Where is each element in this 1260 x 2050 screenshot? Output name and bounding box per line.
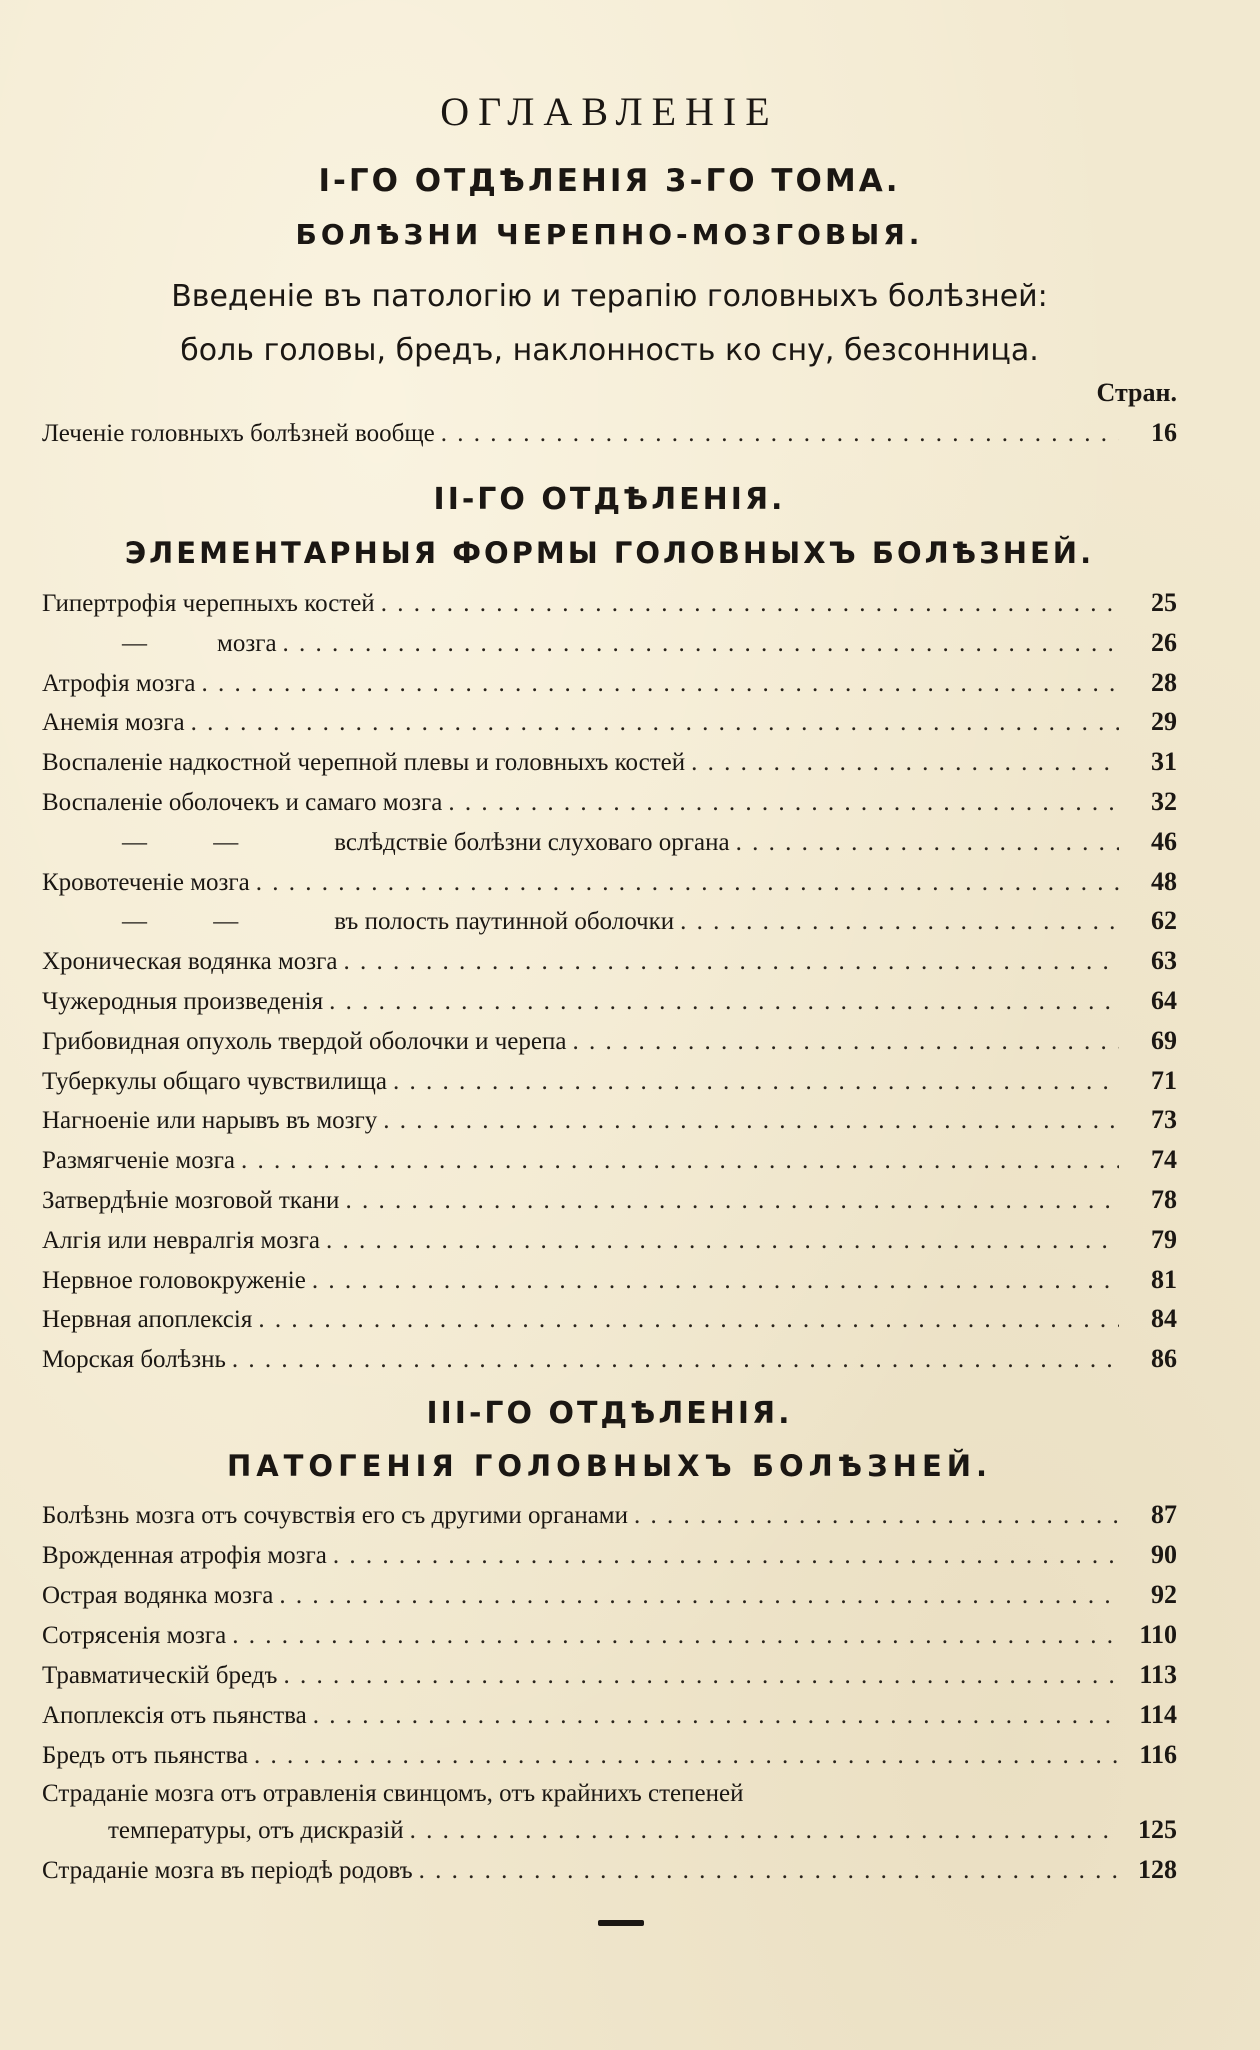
section3-subheading: ПАТОГЕНІЯ ГОЛОВНЫХЪ БОЛѢЗНЕЙ. [226,1449,993,1483]
toc-entry-title-wrap [42,590,375,618]
toc-entry-title-wrap [42,630,277,658]
toc-entry-title: Затвердѣніе мозговой ткани [42,1186,340,1214]
toc-entry [42,1265,1177,1305]
toc-entry-title: Апоплексія отъ пьянства [42,1702,307,1729]
toc-entry [42,1700,1177,1740]
toc-entry-title-wrap [42,709,185,737]
toc-entry-title-wrap [42,1742,248,1770]
leader-dots [343,948,1119,976]
leader-dots [329,988,1119,1016]
leader-dots [279,1582,1119,1610]
leader-dots [393,1068,1119,1096]
toc-entry-title-wrap [42,1107,377,1135]
leader-dots [381,590,1119,618]
toc-entry-page: 113 [1139,1660,1177,1689]
toc-entry [42,867,1177,907]
toc-entry-page: 128 [1138,1855,1177,1884]
leader-dots [201,670,1119,698]
toc-entry [42,906,1177,946]
toc-entry-title-wrap [42,869,250,897]
toc-entry-title-wrap [42,1502,628,1530]
toc-entry-page: 28 [1151,667,1177,697]
toc-entry-title-wrap [42,1267,306,1295]
toc-entry-title-wrap [42,1306,252,1334]
ditto-dash: — — [122,908,239,936]
leader-dots [313,1702,1119,1730]
toc-entry-title: Бредъ отъ пьянства [42,1742,249,1769]
toc-entry-title: Грибовидная опухоль твердой оболочки и черепа [42,1027,567,1055]
leader-dots [312,1267,1119,1295]
toc-entry-page: 31 [1151,747,1177,777]
leader-dots [333,1542,1119,1570]
toc-entry-title-wrap [42,1028,566,1056]
toc-entry-title-wrap [42,1662,277,1690]
toc-entry-page: 81 [1151,1264,1177,1294]
toc-entry-title: Болѣзнь мозга отъ сочувствія его съ другими органами [42,1502,628,1529]
toc-entry-title-wrap [42,1542,327,1570]
leader-dots [241,1147,1119,1175]
toc-entry-page: 46 [1151,826,1177,856]
toc-entry-title: Чужеродныя произведенія [42,987,324,1015]
leader-dots [283,1662,1119,1690]
toc-entry-title: Анемія мозга [42,709,185,737]
toc-entry-page: 26 [1151,627,1177,657]
ditto-dash: — [122,629,147,657]
toc-entry-title-wrap [42,1187,339,1215]
toc-entry [42,1066,1177,1106]
ditto-dash: — — [122,828,239,856]
toc-entry-title-wrap [42,908,674,936]
section2-heading: ІІ-ГО ОТДѢЛЕНІЯ. [433,482,786,517]
toc-entry-page: 62 [1151,906,1177,936]
section3-heading: ІІІ-ГО ОТДѢЛЕНІЯ. [426,1396,793,1431]
toc-entry-page: 73 [1151,1105,1177,1135]
toc-entry-page: 90 [1151,1540,1177,1569]
toc-entry-page: 125 [1138,1815,1177,1844]
leader-dots [383,1107,1119,1135]
toc-entry [42,827,1177,867]
toc-entry [42,1185,1177,1225]
toc-entry [42,668,1177,708]
toc-entry-page: 79 [1151,1224,1177,1254]
toc-entry [42,1026,1177,1066]
toc-entry-title: Морская болѣзнь [42,1346,226,1374]
toc-entry-page: 48 [1151,866,1177,896]
toc-entry [42,1540,1177,1580]
toc-entry-title-continuation: температуры, отъ дискразій [108,1817,404,1844]
toc-entry-title: Страданіе мозга отъ отравленія свинцомъ, отъ крайнихъ степеней [42,1780,744,1807]
leader-dots [680,908,1119,936]
toc-entry-page: 114 [1139,1700,1177,1729]
toc-entry-page: 87 [1151,1500,1177,1529]
toc-entry [42,747,1177,787]
toc-entry-page: 16 [1151,418,1177,447]
toc-entry-title: Гипертрофія черепныхъ костей [42,590,375,617]
toc-entry [42,1855,1177,1895]
toc-entry-title: Размягченіе мозга [42,1147,235,1175]
toc-entry-title-wrap [42,988,323,1016]
toc-entry-title: Туберкулы общаго чувствилища [42,1067,387,1095]
leader-dots [691,749,1119,777]
toc-entry [42,1225,1177,1265]
toc-entry [42,1145,1177,1185]
section1-entries [42,418,1177,458]
end-rule [598,1920,644,1926]
toc-entry-continuation [42,1815,1177,1855]
toc-entry-page: 25 [1151,588,1177,617]
intro-line: боль головы, бредъ, наклонность ко сну, безсонница. [180,333,1039,368]
toc-entry-title: Хроническая водянка мозга [42,948,338,976]
leader-dots [256,869,1119,897]
toc-entry-page: 84 [1151,1304,1177,1334]
leader-dots [283,630,1119,658]
toc-entry-title: Леченіе головныхъ болѣзней вообще [42,420,435,447]
toc-entry-title: мозга [217,629,277,657]
toc-entry-page: 71 [1151,1065,1177,1095]
toc-entry-page: 32 [1151,786,1177,816]
leader-dots [634,1502,1119,1530]
leader-dots [419,1857,1119,1885]
toc-entry-page: 64 [1151,985,1177,1015]
toc-entry-title: Страданіе мозга въ періодѣ родовъ [42,1857,413,1884]
toc-entry-title: въ полость паутинной оболочки [334,908,675,936]
toc-entry-title-wrap [42,829,730,857]
leader-dots [232,1346,1119,1374]
toc-entry-title: Травматическій бредъ [42,1662,278,1689]
toc-entry [42,1344,1177,1384]
toc-entry [42,588,1177,628]
toc-entry-title: вслѣдствіе болѣзни слуховаго органа [334,828,730,856]
toc-entry [42,418,1177,458]
toc-entry-title-wrap [42,1702,307,1730]
section1-subheading: БОЛѢЗНИ ЧЕРЕПНО-МОЗГОВЫЯ. [295,218,924,251]
page-column-label: Стран. [1096,378,1177,407]
toc-entry [42,1580,1177,1620]
toc-entry-title-wrap [42,1857,413,1885]
toc-entry-title: Алгія или невралгія мозга [42,1226,321,1254]
toc-entry-page: 116 [1139,1740,1177,1769]
leader-dots [232,1622,1119,1650]
toc-entry-page: 110 [1139,1620,1177,1649]
toc-entry [42,1660,1177,1700]
leader-dots [254,1742,1119,1770]
toc-entry [42,1780,1177,1815]
toc-entry-title: Воспаленіе оболочекъ и самаго мозга [42,788,443,816]
intro-line: Введеніе въ патологію и терапію головныхъ болѣзней: [171,279,1048,314]
section3-entries [42,1500,1177,1895]
toc-entry-title: Сотрясенія мозга [42,1622,227,1649]
section1-intro [42,270,1177,378]
leader-dots [441,420,1119,448]
toc-entry [42,986,1177,1026]
toc-entry [42,1105,1177,1145]
section1-heading: І-ГО ОТДѢЛЕНІЯ 3-ГО ТОМА. [318,163,901,199]
toc-entry-title: Воспаленіе надкостной черепной плевы и головныхъ костей [42,749,686,777]
toc-entry-page: 29 [1151,707,1177,737]
toc-entry-title: Кровотеченіе мозга [42,868,250,896]
leader-dots [410,1817,1119,1845]
toc-entry [42,1304,1177,1344]
toc-entry-title-wrap [42,749,685,777]
toc-entry-title-wrap [42,1582,273,1610]
toc-entry [42,946,1177,986]
toc-entry-page: 74 [1151,1145,1177,1175]
toc-entry-title-wrap [42,1227,320,1255]
toc-entry-title: Врожденная атрофія мозга [42,1542,327,1569]
toc-entry-title-wrap [42,1622,226,1650]
toc-entry-title: Нервная апоплексія [42,1306,253,1334]
leader-dots [736,829,1119,857]
toc-entry-title: Атрофія мозга [42,669,196,697]
section2-subheading: ЭЛЕМЕНТАРНЫЯ ФОРМЫ ГОЛОВНЫХЪ БОЛѢЗНЕЙ. [124,536,1095,570]
leader-dots [326,1227,1119,1255]
toc-entry [42,707,1177,747]
leader-dots [191,709,1119,737]
toc-entry-title-wrap [42,948,337,976]
leader-dots [572,1028,1119,1056]
toc-entry-title-wrap [42,1147,235,1175]
toc-entry-title-wrap [42,789,442,817]
toc-entry-title: Нагноеніе или нарывъ въ мозгу [42,1107,378,1135]
toc-entry-title-wrap [42,1068,387,1096]
leader-dots [448,789,1119,817]
toc-entry [42,1740,1177,1780]
toc-entry [42,628,1177,668]
leader-dots [345,1187,1119,1215]
section2-entries [42,588,1177,1384]
toc-entry [42,1620,1177,1660]
toc-entry-page: 78 [1151,1184,1177,1214]
toc-entry [42,787,1177,827]
toc-entry-page: 63 [1151,946,1177,976]
page-title: ОГЛАВЛЕНІЕ [440,89,779,134]
toc-entry [42,1500,1177,1540]
toc-entry-title: Нервное головокруженіе [42,1266,306,1294]
toc-entry-title-wrap [42,670,195,698]
toc-entry-page: 92 [1151,1580,1177,1609]
leader-dots [258,1306,1119,1334]
toc-entry-page: 86 [1151,1344,1177,1374]
toc-entry-title-wrap [42,1346,226,1374]
toc-entry-title: Острая водянка мозга [42,1582,274,1609]
toc-entry-page: 69 [1151,1025,1177,1055]
